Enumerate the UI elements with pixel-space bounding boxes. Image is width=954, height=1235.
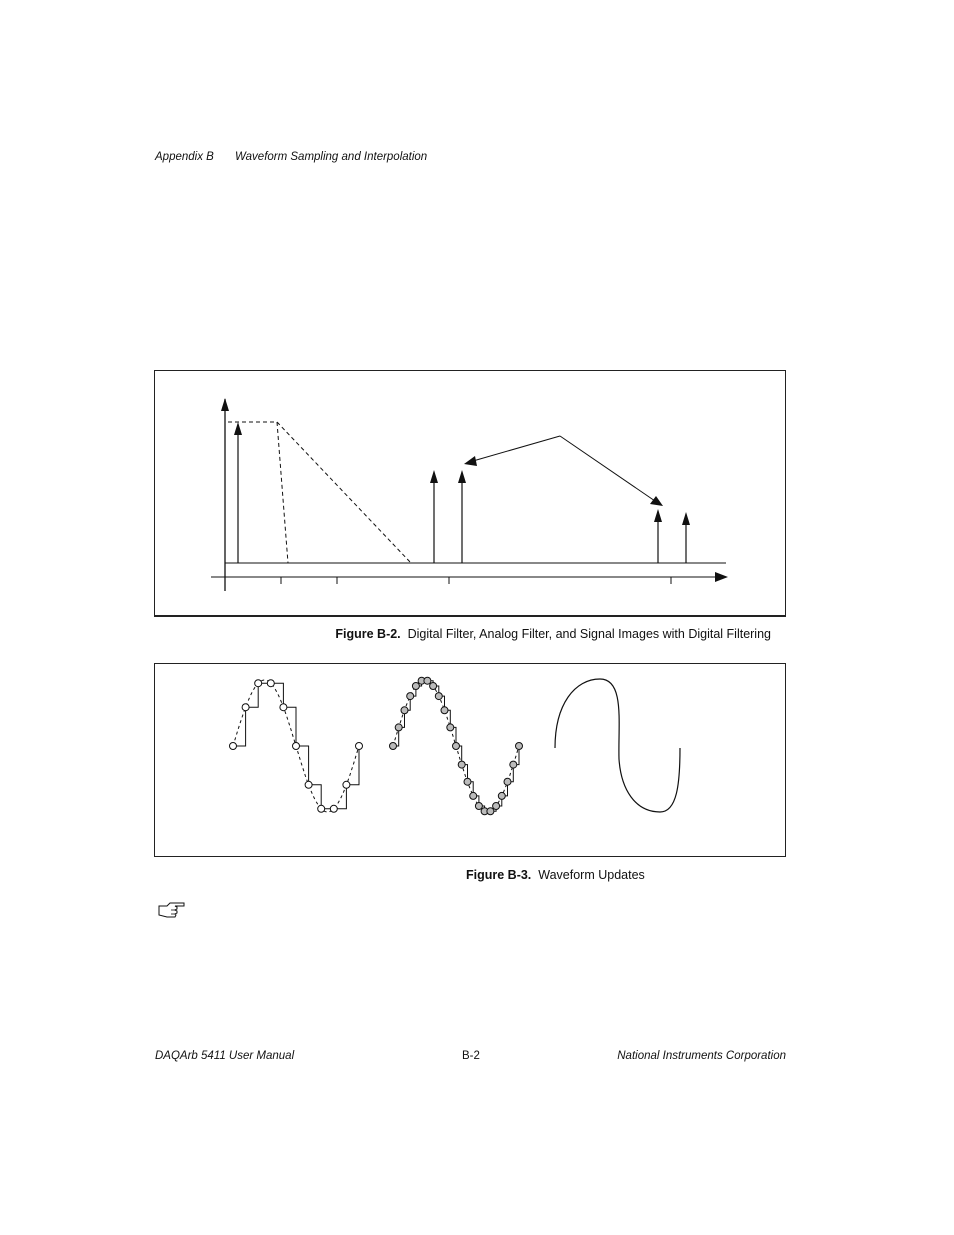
fine-stepped-waveform [390, 677, 523, 815]
sample-point [493, 803, 500, 810]
pointer-arrowhead [650, 496, 663, 506]
sample-point [435, 693, 442, 700]
sample-point [230, 743, 237, 750]
sample-point [305, 781, 312, 788]
sample-point [330, 805, 337, 812]
footer-page-number: B-2 [462, 1050, 480, 1062]
figure-b2-caption [335, 627, 771, 641]
figure-b3-caption [466, 868, 645, 882]
sample-point [424, 677, 431, 684]
sample-point [441, 707, 448, 714]
sample-point [470, 792, 477, 799]
pointer-line [473, 436, 560, 461]
header-section: Appendix B [155, 151, 214, 163]
sample-point [407, 693, 414, 700]
sample-point [475, 803, 482, 810]
coarse-stepped-waveform [230, 680, 363, 813]
y-axis-arrow [221, 398, 229, 411]
sample-point [504, 778, 511, 785]
sample-point [487, 808, 494, 815]
pointer-line [560, 436, 655, 501]
sample-point [318, 805, 325, 812]
sample-point [498, 792, 505, 799]
sample-point [458, 761, 465, 768]
pointer-arrowhead [464, 456, 477, 466]
x-axis-arrow [715, 572, 728, 582]
figure-b2-text: Digital Filter, Analog Filter, and Signal Images with Digital Filtering [407, 627, 771, 641]
sample-point [395, 724, 402, 731]
sample-point [280, 704, 287, 711]
sample-point [343, 781, 350, 788]
sample-point [356, 743, 363, 750]
smooth-waveform [555, 679, 680, 812]
figure-b3-text: Waveform Updates [538, 868, 645, 882]
figure-b3-diagram [154, 663, 786, 857]
spectrum-diagram [155, 371, 787, 618]
sample-point [390, 743, 397, 750]
page-header [155, 151, 428, 163]
header-title: Waveform Sampling and Interpolation [235, 151, 428, 163]
sample-point [516, 743, 523, 750]
figure-b2-label: Figure B-2. [335, 627, 401, 641]
sample-point [447, 724, 454, 731]
sample-point [453, 743, 460, 750]
sample-point [255, 680, 262, 687]
sample-point [510, 761, 517, 768]
analog-filter-curve [277, 422, 411, 563]
sample-point [430, 683, 437, 690]
sample-point [293, 743, 300, 750]
figure-b2-diagram [154, 370, 786, 617]
footer-manual-title: DAQArb 5411 User Manual [155, 1050, 295, 1062]
sample-point [464, 778, 471, 785]
footer-company: National Instruments Corporation [617, 1050, 786, 1062]
waveform-updates-diagram [155, 664, 787, 858]
sample-point [401, 707, 408, 714]
digital-filter-curve [228, 422, 288, 563]
sample-point [412, 683, 419, 690]
pointing-hand-icon [157, 898, 187, 922]
figure-b3-label: Figure B-3. [466, 868, 532, 882]
sample-point [242, 704, 249, 711]
sample-point [267, 680, 274, 687]
